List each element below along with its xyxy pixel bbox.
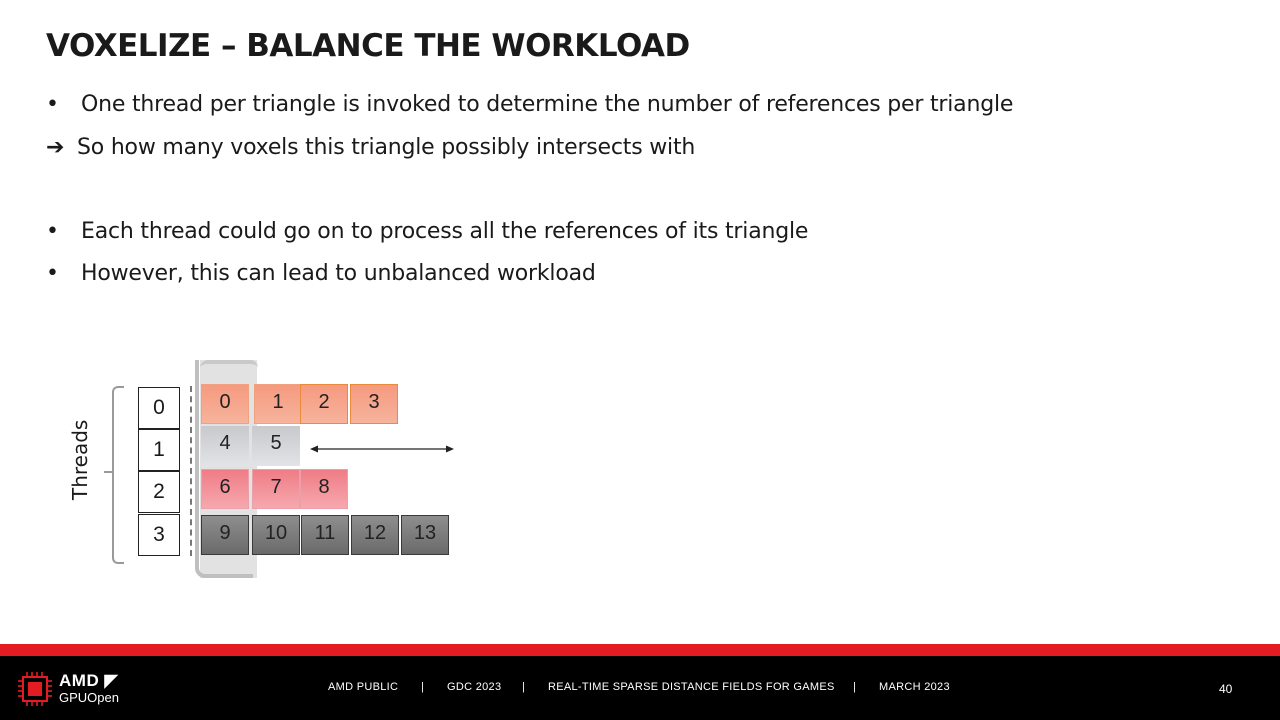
- bullet-marker: •: [46, 92, 59, 117]
- footer-separator: |: [421, 681, 425, 693]
- footer-accent-band: [0, 644, 1280, 656]
- bullet-item: [46, 219, 808, 244]
- column-highlight-frame: [195, 360, 253, 578]
- reference-cell: 4: [201, 426, 249, 466]
- reference-cell: 11: [301, 515, 349, 555]
- reference-cell: 13: [401, 515, 449, 555]
- footer-classification: AMD PUBLIC: [328, 681, 399, 693]
- bullet-item: [46, 92, 1013, 117]
- thread-id-cell: 1: [138, 429, 180, 471]
- reference-cell: 2: [300, 384, 348, 424]
- reference-cell: 5: [252, 426, 300, 466]
- reference-cell: 9: [201, 515, 249, 555]
- reference-cell: 12: [351, 515, 399, 555]
- footer-separator: |: [522, 681, 526, 693]
- footer-event: GDC 2023: [447, 681, 502, 693]
- amd-arrow-icon: ◤: [99, 671, 119, 690]
- reference-cell: 8: [300, 469, 348, 509]
- slide-title: VOXELIZE – BALANCE THE WORKLOAD: [46, 28, 690, 64]
- dashed-separator: [190, 386, 192, 556]
- footer-talk-title: REAL-TIME SPARSE DISTANCE FIELDS FOR GAMES: [548, 681, 835, 693]
- threads-bracket: [112, 386, 124, 564]
- bullet-text: So how many voxels this triangle possibly intersects with: [77, 135, 696, 160]
- thread-id-cell: 3: [138, 514, 180, 556]
- bullet-marker: •: [46, 261, 59, 286]
- brand-logo-text: AMD ◤: [59, 671, 119, 690]
- brand-sub-text: GPUOpen: [59, 690, 119, 705]
- reference-cell: 7: [252, 469, 300, 509]
- thread-id-cell: 0: [138, 387, 180, 429]
- footer-separator: |: [853, 681, 857, 693]
- reference-cell: 10: [252, 515, 300, 555]
- bullet-text: However, this can lead to unbalanced workload: [81, 261, 596, 286]
- reference-cell: 0: [201, 384, 249, 424]
- first-reference-column-highlight: [200, 360, 257, 578]
- bullet-marker: •: [46, 219, 59, 244]
- column-highlight-frame-top: [200, 360, 258, 370]
- bullet-text: Each thread could go on to process all the references of its triangle: [81, 219, 809, 244]
- double-arrow-icon: [310, 441, 454, 457]
- bullet-item: [46, 135, 695, 160]
- footer-date: MARCH 2023: [879, 681, 950, 693]
- bullet-item: [46, 261, 596, 286]
- reference-cell: 3: [350, 384, 398, 424]
- threads-bracket-tip: [104, 471, 114, 473]
- reference-cell: 6: [201, 469, 249, 509]
- reference-cell: 1: [254, 384, 302, 424]
- chip-logo-icon: [18, 672, 52, 706]
- thread-id-cell: 2: [138, 471, 180, 513]
- arrow-icon: ➔: [46, 135, 65, 160]
- threads-axis-label: Threads: [68, 419, 92, 500]
- page-number: 40: [1219, 682, 1233, 696]
- bullet-text: One thread per triangle is invoked to determine the number of references per triangle: [81, 92, 1014, 117]
